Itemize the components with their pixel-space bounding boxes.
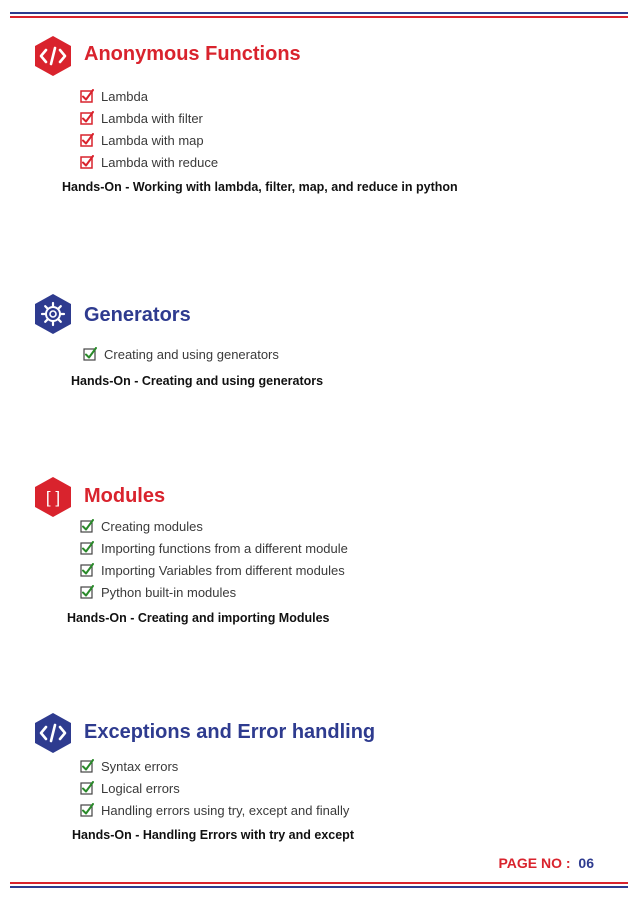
- brackets-text: [ ]: [45, 488, 61, 507]
- top-rule-red: [10, 16, 628, 18]
- section-title: Exceptions and Error handling: [84, 721, 376, 743]
- page-number-value: 06: [578, 855, 594, 871]
- gear-icon: [35, 294, 71, 334]
- list-item-label: Logical errors: [101, 780, 180, 796]
- top-rule-navy: [10, 12, 628, 14]
- list-item: [80, 87, 148, 105]
- green-checkbox-icon: [83, 347, 97, 361]
- list-item: [80, 109, 203, 127]
- green-checkbox-icon: [80, 781, 94, 795]
- list-item-label: Lambda with filter: [101, 110, 203, 126]
- list-item: [80, 517, 203, 535]
- green-checkbox-icon: [80, 563, 94, 577]
- green-checkbox-icon: [80, 541, 94, 555]
- bottom-rule-red: [10, 882, 628, 884]
- list-item: [80, 131, 204, 149]
- list-item: [80, 583, 236, 601]
- red-checkbox-icon: [80, 111, 94, 125]
- list-item: [80, 801, 349, 819]
- section-title: Anonymous Functions: [84, 43, 301, 65]
- red-checkbox-icon: [80, 133, 94, 147]
- brackets-icon: [35, 477, 71, 517]
- list-item: [83, 345, 279, 363]
- list-item-label: Python built-in modules: [101, 584, 237, 600]
- list-item-label: Importing functions from a different module: [101, 540, 348, 556]
- list-item-label: Lambda with map: [101, 132, 204, 148]
- list-item-label: Creating and using generators: [104, 346, 279, 362]
- list-item: [80, 779, 180, 797]
- section-title: Modules: [84, 485, 166, 507]
- section-title: Generators: [84, 304, 191, 326]
- list-item: [80, 561, 345, 579]
- hands-on-text: Hands-On - Creating and using generators: [71, 374, 324, 388]
- page-number-label: PAGE NO :: [498, 855, 571, 871]
- hands-on-text: Hands-On - Handling Errors with try and except: [72, 828, 354, 842]
- list-item: [80, 539, 348, 557]
- bottom-rule-navy: [10, 886, 628, 888]
- list-item-label: Lambda: [101, 88, 148, 104]
- list-item: [80, 757, 178, 775]
- list-item: [80, 153, 218, 171]
- green-checkbox-icon: [80, 519, 94, 533]
- green-checkbox-icon: [80, 803, 94, 817]
- hands-on-text: Hands-On - Working with lambda, filter, map, and reduce in python: [62, 180, 458, 194]
- list-item-label: Importing Variables from different modules: [101, 562, 345, 578]
- list-item-label: Syntax errors: [101, 758, 179, 774]
- red-checkbox-icon: [80, 89, 94, 103]
- list-item-label: Handling errors using try, except and finally: [101, 802, 350, 818]
- green-checkbox-icon: [80, 585, 94, 599]
- list-item-label: Creating modules: [101, 518, 203, 534]
- code-icon: [35, 713, 71, 753]
- hands-on-text: Hands-On - Creating and importing Modules: [67, 611, 330, 625]
- green-checkbox-icon: [80, 759, 94, 773]
- list-item-label: Lambda with reduce: [101, 154, 219, 170]
- code-icon: [35, 36, 71, 76]
- red-checkbox-icon: [80, 155, 94, 169]
- page-number: [498, 855, 594, 871]
